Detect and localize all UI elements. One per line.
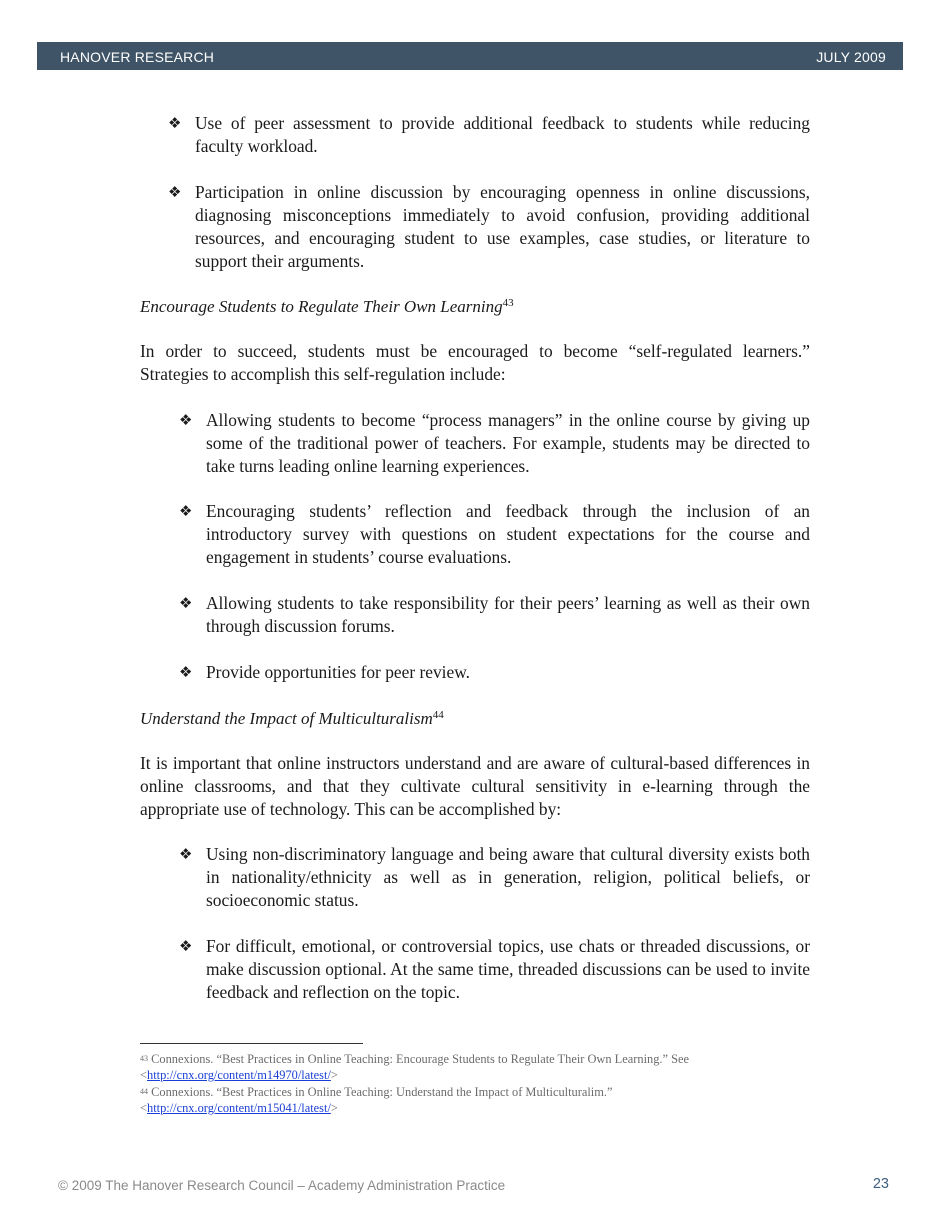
header-organization: HANOVER RESEARCH	[60, 49, 215, 65]
list-item	[179, 500, 810, 569]
bullet-diamond-icon: ❖	[179, 845, 193, 863]
list-item-text: Use of peer assessment to provide additional feedback to students while reducing faculty workload.	[195, 113, 810, 156]
section-heading	[140, 707, 444, 730]
list-item	[179, 592, 810, 638]
footnote-ref: 43	[502, 297, 514, 309]
bullet-diamond-icon: ❖	[168, 114, 182, 132]
bullet-diamond-icon: ❖	[168, 183, 182, 201]
bullet-diamond-icon: ❖	[179, 663, 193, 681]
list-item-text: Allowing students to take responsibility for their peers’ learning as well as their own through discussion forums.	[206, 593, 810, 636]
list-item-text: Using non-discriminatory language and being aware that cultural diversity exists both in nationality/ethnicity as well as in generation, religion, political beliefs, or socioeconomic status.	[206, 844, 810, 910]
list-item	[179, 661, 810, 684]
footnote-link[interactable]: http://cnx.org/content/m15041/latest/	[147, 1101, 331, 1115]
footnote-number: 43	[140, 1054, 148, 1063]
footnote-divider	[140, 1043, 363, 1044]
bullet-diamond-icon: ❖	[179, 411, 193, 429]
list-item	[179, 843, 810, 912]
footnote-text: Connexions. “Best Practices in Online Teaching: Encourage Students to Regulate Their Own Learning.” See	[151, 1052, 689, 1066]
bullet-diamond-icon: ❖	[179, 937, 193, 955]
list-item-text: Provide opportunities for peer review.	[206, 662, 471, 682]
header-date: JULY 2009	[816, 49, 886, 65]
list-item	[179, 409, 810, 478]
list-item	[168, 112, 810, 158]
list-item-text: Encouraging students’ reflection and feedback through the inclusion of an introductory survey with questions on student expectations for the course and engagement in students’ course evaluations.	[206, 501, 810, 567]
footnote-text: Connexions. “Best Practices in Online Teaching: Understand the Impact of Multiculturalim.”	[151, 1085, 613, 1099]
section-heading	[140, 295, 514, 318]
section-heading-text: Understand the Impact of Multiculturalism	[140, 709, 433, 728]
footnote: $^{44}$ Connexions. “Best Practices in Online Teaching: Understand the Impact of Multiculturalim.” <http://cnx.org/content/m15041/latest/>	[140, 1085, 613, 1115]
footnote-number: 44	[140, 1087, 148, 1096]
paragraph: In order to succeed, students must be encouraged to become “self-regulated learners.” Strategies to accomplish this self-regulation include:	[140, 341, 810, 384]
list-item	[179, 935, 810, 1004]
page-number: 23	[872, 1176, 889, 1192]
section-heading-text: Encourage Students to Regulate Their Own Learning	[140, 297, 503, 316]
list-item-text: Allowing students to become “process managers” in the online course by giving up some of the traditional power of teachers. For example, students may be directed to take turns leading online learning experiences.	[206, 410, 810, 476]
footnote: $^{43}$ Connexions. “Best Practices in Online Teaching: Encourage Students to Regulate Their Own Learning.” See <http://cnx.org/content/m14970/latest/>	[140, 1052, 689, 1082]
footnote-link[interactable]: http://cnx.org/content/m14970/latest/	[147, 1068, 331, 1082]
footer-copyright: © 2009 The Hanover Research Council – Academy Administration Practice	[58, 1178, 506, 1193]
header-bar	[37, 42, 903, 70]
footnote-ref: 44	[432, 709, 444, 721]
list-item-text: For difficult, emotional, or controversial topics, use chats or threaded discussions, or make discussion optional. At the same time, threaded discussions can be used to invite feedback and reflection on the topic.	[206, 936, 810, 1002]
bullet-diamond-icon: ❖	[179, 594, 193, 612]
list-item	[168, 181, 810, 273]
paragraph: It is important that online instructors understand and are aware of cultural-based differences in online classrooms, and that they cultivate cultural sensitivity in e-learning through the appropriate use of technology. This can be accomplished by:	[140, 753, 810, 819]
bullet-diamond-icon: ❖	[179, 502, 193, 520]
list-item-text: Participation in online discussion by encouraging openness in online discussions, diagnosing misconceptions immediately to avoid confusion, providing additional resources, and encouraging student to use examples, case studies, or literature to support their arguments.	[195, 182, 810, 271]
